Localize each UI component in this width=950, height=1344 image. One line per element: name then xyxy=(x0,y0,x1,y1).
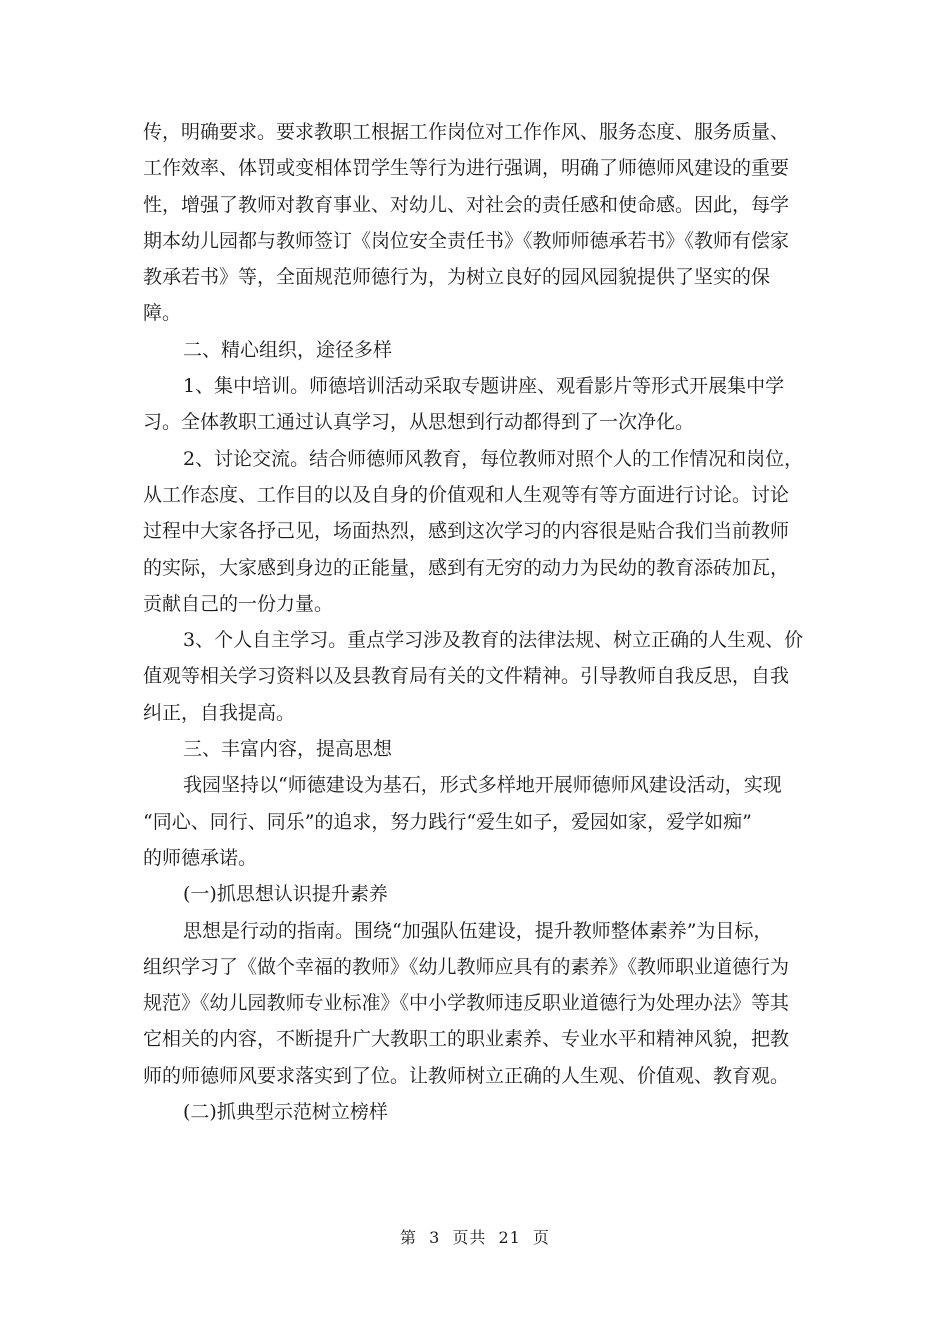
text-line: 过程中大家各抒己见，场面热烈，感到这次学习的内容很是贴合我们当前教师 xyxy=(143,520,790,543)
text-line: 传，明确要求。要求教职工根据工作岗位对工作作风、服务态度、服务质量、 xyxy=(143,121,790,143)
text-line: 思想是行动的指南。围绕“加强队伍建设，提升教师整体素养”为目标， xyxy=(183,919,773,942)
text-line: 教承若书》等，全面规范师德行为，为树立良好的园风园貌提供了坚实的保 xyxy=(143,266,771,289)
text-line: 值观等相关学习资料以及县教育局有关的文件精神。引导教师自我反思，自我 xyxy=(143,665,790,688)
text-line: 性，增强了教师对教育事业、对幼儿、对社会的责任感和使命感。因此，每学 xyxy=(143,193,790,216)
text-line: 师的师德师风要求落实到了位。让教师树立正确的人生观、价值观、教育观。 xyxy=(143,1064,790,1087)
text-line: 规范》《幼儿园教师专业标准》《中小学教师违反职业道德行为处理办法》等其 xyxy=(143,992,790,1015)
text-line: 二、精心组织，途径多样 xyxy=(183,338,393,361)
text-line: 工作效率、体罚或变相体罚学生等行为进行强调，明确了师德师风建设的重要 xyxy=(143,157,790,180)
text-line: 纠正，自我提高。 xyxy=(143,701,296,724)
text-line: 它相关的内容，不断提升广大教职工的职业素养、专业水平和精神风貌，把教 xyxy=(143,1028,790,1051)
text-line: 的实际，大家感到身边的正能量，感到有无穷的动力为民幼的教育添砖加瓦， xyxy=(143,556,790,579)
text-line: 2、讨论交流。结合师德师风教育，每位教师对照个人的工作情况和岗位， xyxy=(183,447,804,470)
text-line: 我园坚持以“师德建设为基石，形式多样地开展师德师风建设活动，实现 xyxy=(183,774,782,797)
text-line: 习。全体教职工通过认真学习，从思想到行动都得到了一次净化。 xyxy=(143,411,695,434)
text-line: 三、丰富内容，提高思想 xyxy=(183,738,393,761)
page-footer: 第 3 页共 21 页 xyxy=(400,1228,550,1247)
text-line: 3、个人自主学习。重点学习涉及教育的法律法规、树立正确的人生观、价 xyxy=(183,629,804,652)
text-line: 障。 xyxy=(143,302,182,325)
document-body xyxy=(143,114,811,1130)
text-line: 贡献自己的一份力量。 xyxy=(143,592,334,615)
text-line: 期本幼儿园都与教师签订《岗位安全责任书》《教师师德承若书》《教师有偿家 xyxy=(143,229,790,252)
text-line: 组织学习了《做个幸福的教师》《幼儿教师应具有的素养》《教师职业道德行为 xyxy=(143,955,790,978)
text-line: 1、集中培训。师德培训活动采取专题讲座、观看影片等形式开展集中学 xyxy=(183,375,785,398)
text-line: 从工作态度、工作目的以及自身的价值观和人生观等有等方面进行讨论。讨论 xyxy=(143,483,790,506)
text-line: (一)抓思想认识提升素养 xyxy=(183,883,388,906)
text-line: 的师德承诺。 xyxy=(143,846,258,869)
text-line: “同心、同行、同乐”的追求，努力践行“爱生如子，爱园如家，爱学如痴” xyxy=(143,810,752,833)
text-line: (二)抓典型示范树立榜样 xyxy=(183,1101,388,1124)
